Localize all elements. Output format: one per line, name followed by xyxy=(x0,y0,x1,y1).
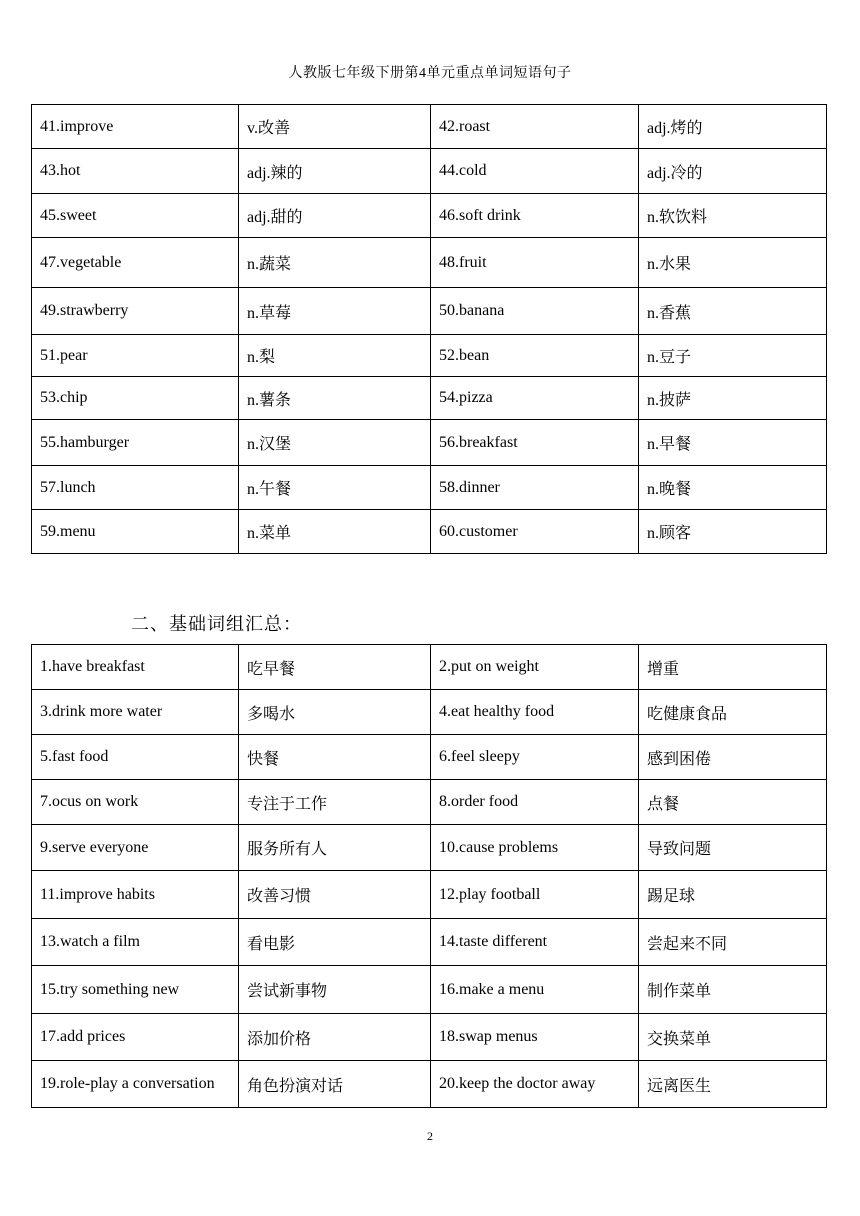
chinese-cell: 交换菜单 xyxy=(639,1014,827,1061)
english-cell: 9.serve everyone xyxy=(32,825,239,871)
chinese-cell: n.薯条 xyxy=(239,377,431,420)
page-number: 2 xyxy=(427,1129,433,1143)
chinese-cell: 多喝水 xyxy=(239,690,431,735)
chinese-cell: 添加价格 xyxy=(239,1014,431,1061)
english-cell: 57.lunch xyxy=(32,466,239,510)
chinese-cell: v.改善 xyxy=(239,105,431,149)
chinese-cell: 改善习惯 xyxy=(239,871,431,919)
chinese-cell: 角色扮演对话 xyxy=(239,1061,431,1108)
english-cell: 50.banana xyxy=(431,288,639,335)
phrase-table xyxy=(31,644,827,1108)
vocab-row xyxy=(32,377,827,420)
chinese-cell: 专注于工作 xyxy=(239,780,431,825)
english-cell: 18.swap menus xyxy=(431,1014,639,1061)
phrase-row xyxy=(32,966,827,1014)
chinese-cell: n.菜单 xyxy=(239,510,431,554)
english-cell: 53.chip xyxy=(32,377,239,420)
english-cell: 54.pizza xyxy=(431,377,639,420)
chinese-cell: 远离医生 xyxy=(639,1061,827,1108)
vocab-row xyxy=(32,149,827,194)
chinese-cell: n.披萨 xyxy=(639,377,827,420)
chinese-cell: n.软饮料 xyxy=(639,194,827,238)
phrase-row xyxy=(32,919,827,966)
chinese-cell: 吃早餐 xyxy=(239,645,431,690)
page-header: 人教版七年级下册第4单元重点单词短语句子 xyxy=(288,66,572,81)
english-cell: 7.ocus on work xyxy=(32,780,239,825)
phrase-row xyxy=(32,1061,827,1108)
vocab-row xyxy=(32,194,827,238)
english-cell: 59.menu xyxy=(32,510,239,554)
chinese-cell: 快餐 xyxy=(239,735,431,780)
english-cell: 16.make a menu xyxy=(431,966,639,1014)
phrase-row xyxy=(32,690,827,735)
english-cell: 17.add prices xyxy=(32,1014,239,1061)
chinese-cell: n.早餐 xyxy=(639,420,827,466)
vocabulary-table xyxy=(31,104,827,554)
section-title: 二、基础词组汇总： xyxy=(131,614,302,634)
english-cell: 41.improve xyxy=(32,105,239,149)
chinese-cell: n.汉堡 xyxy=(239,420,431,466)
chinese-cell: adj.烤的 xyxy=(639,105,827,149)
chinese-cell: n.水果 xyxy=(639,238,827,288)
chinese-cell: 踢足球 xyxy=(639,871,827,919)
chinese-cell: n.顾客 xyxy=(639,510,827,554)
phrase-row xyxy=(32,871,827,919)
english-cell: 19.role-play a conversation xyxy=(32,1061,239,1108)
english-cell: 56.breakfast xyxy=(431,420,639,466)
vocab-row xyxy=(32,466,827,510)
chinese-cell: 尝试新事物 xyxy=(239,966,431,1014)
english-cell: 6.feel sleepy xyxy=(431,735,639,780)
english-cell: 55.hamburger xyxy=(32,420,239,466)
chinese-cell: adj.冷的 xyxy=(639,149,827,194)
chinese-cell: 点餐 xyxy=(639,780,827,825)
chinese-cell: 导致问题 xyxy=(639,825,827,871)
chinese-cell: adj.甜的 xyxy=(239,194,431,238)
chinese-cell: 增重 xyxy=(639,645,827,690)
chinese-cell: n.豆子 xyxy=(639,335,827,377)
english-cell: 3.drink more water xyxy=(32,690,239,735)
chinese-cell: 感到困倦 xyxy=(639,735,827,780)
phrase-row xyxy=(32,1014,827,1061)
vocab-row xyxy=(32,288,827,335)
phrase-row xyxy=(32,735,827,780)
english-cell: 15.try something new xyxy=(32,966,239,1014)
english-cell: 47.vegetable xyxy=(32,238,239,288)
chinese-cell: 制作菜单 xyxy=(639,966,827,1014)
english-cell: 20.keep the doctor away xyxy=(431,1061,639,1108)
vocab-row xyxy=(32,510,827,554)
chinese-cell: n.草莓 xyxy=(239,288,431,335)
english-cell: 4.eat healthy food xyxy=(431,690,639,735)
english-cell: 5.fast food xyxy=(32,735,239,780)
phrase-row xyxy=(32,780,827,825)
english-cell: 8.order food xyxy=(431,780,639,825)
english-cell: 10.cause problems xyxy=(431,825,639,871)
chinese-cell: 看电影 xyxy=(239,919,431,966)
chinese-cell: n.午餐 xyxy=(239,466,431,510)
english-cell: 45.sweet xyxy=(32,194,239,238)
english-cell: 44.cold xyxy=(431,149,639,194)
english-cell: 12.play football xyxy=(431,871,639,919)
english-cell: 43.hot xyxy=(32,149,239,194)
chinese-cell: n.香蕉 xyxy=(639,288,827,335)
chinese-cell: 吃健康食品 xyxy=(639,690,827,735)
english-cell: 48.fruit xyxy=(431,238,639,288)
english-cell: 1.have breakfast xyxy=(32,645,239,690)
phrase-row xyxy=(32,825,827,871)
english-cell: 42.roast xyxy=(431,105,639,149)
chinese-cell: 尝起来不同 xyxy=(639,919,827,966)
vocab-row xyxy=(32,105,827,149)
english-cell: 51.pear xyxy=(32,335,239,377)
english-cell: 2.put on weight xyxy=(431,645,639,690)
chinese-cell: adj.辣的 xyxy=(239,149,431,194)
phrase-row xyxy=(32,645,827,690)
english-cell: 11.improve habits xyxy=(32,871,239,919)
english-cell: 14.taste different xyxy=(431,919,639,966)
english-cell: 60.customer xyxy=(431,510,639,554)
english-cell: 46.soft drink xyxy=(431,194,639,238)
vocab-row xyxy=(32,335,827,377)
vocab-row xyxy=(32,420,827,466)
chinese-cell: n.晚餐 xyxy=(639,466,827,510)
vocab-row xyxy=(32,238,827,288)
chinese-cell: n.梨 xyxy=(239,335,431,377)
english-cell: 52.bean xyxy=(431,335,639,377)
english-cell: 58.dinner xyxy=(431,466,639,510)
chinese-cell: n.蔬菜 xyxy=(239,238,431,288)
chinese-cell: 服务所有人 xyxy=(239,825,431,871)
english-cell: 49.strawberry xyxy=(32,288,239,335)
english-cell: 13.watch a film xyxy=(32,919,239,966)
